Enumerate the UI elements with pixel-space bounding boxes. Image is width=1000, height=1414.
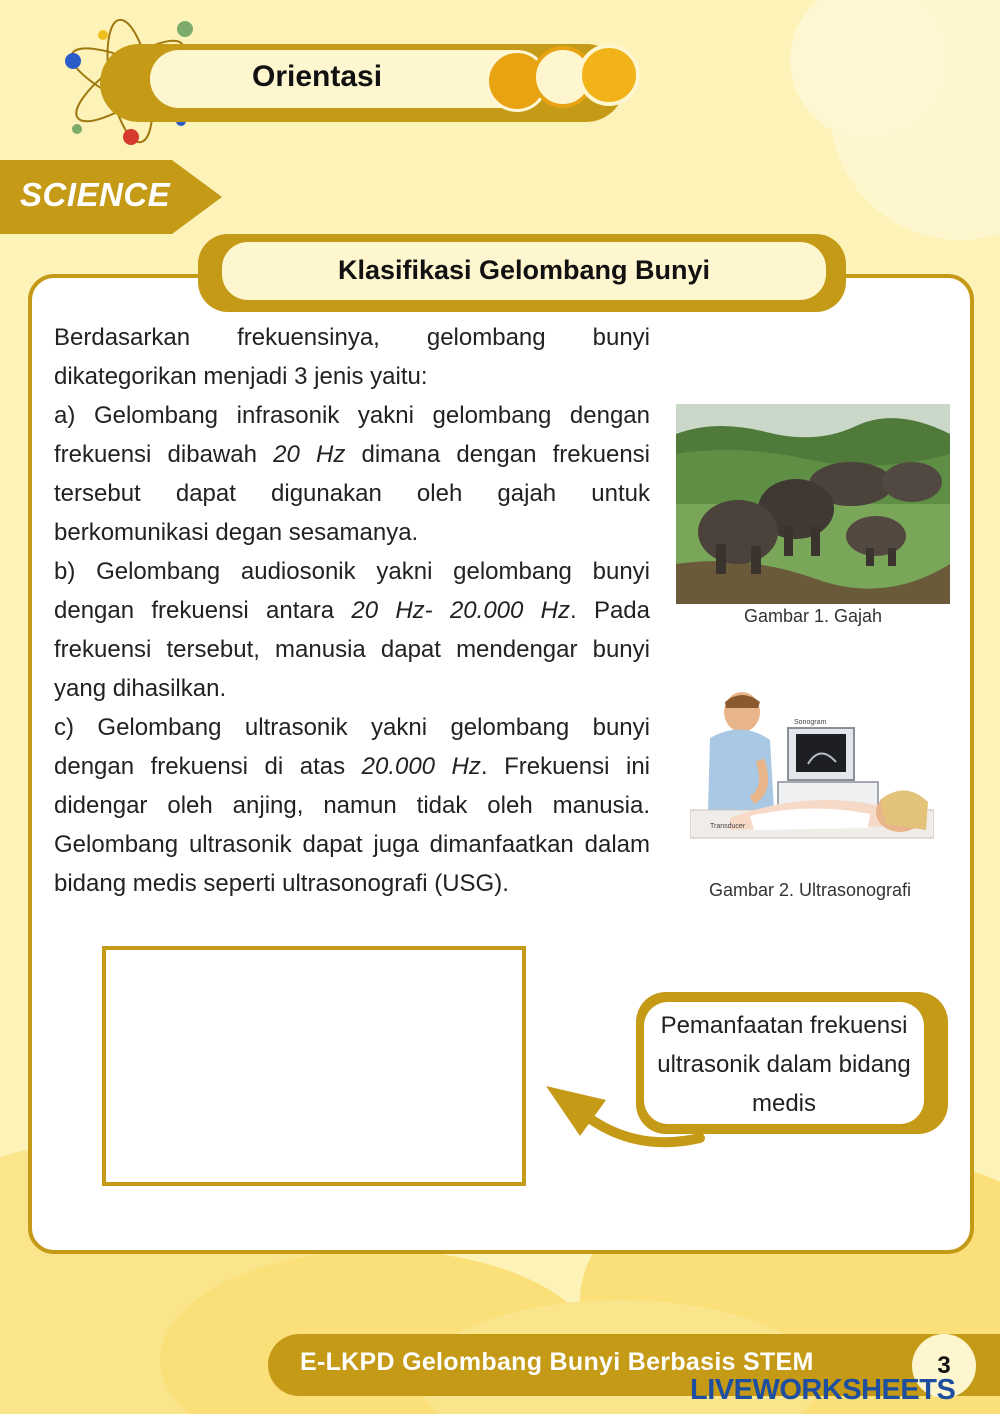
ultrasonography-illustration [690,690,934,870]
item-a: a) Gelombang infrasonik yakni gelombang dengan frekuensi dibawah 20 Hz dimana dengan frekuensi tersebut dapat digunakan oleh gajah untuk berkomunikasi degan sesamanya. [54,402,651,546]
figure2-caption: Gambar 2. Ultrasonografi [708,880,912,900]
figure1-caption: Gambar 1. Gajah [743,606,883,626]
intro-paragraph: Berdasarkan frekuensinya, gelombang bunyi dikategorikan menjadi 3 jenis yaitu: [54,324,650,390]
answer-box[interactable] [102,946,526,1186]
transducer-label: Transducer [710,823,746,830]
callout-text: Pemanfaatan frekuensi ultrasonik dalam bidang medis [657,1012,911,1117]
footer-title: E-LKPD Gelombang Bunyi Berbasis STEM [300,1348,814,1376]
item-b: b) Gelombang audiosonik yakni gelombang bunyi dengan frekuensi antara 20 Hz- 20.000 Hz. Pada frekuensi tersebut, manusia dapat mendengar bunyi yang dihasilkan. [54,558,651,702]
sonogram-label: Sonogram [794,719,827,726]
card-title: Klasifikasi Gelombang Bunyi [337,255,711,285]
elephant-photo [676,404,950,604]
page-number: 3 [937,1352,951,1379]
item-c: c) Gelombang ultrasonik yakni gelombang bunyi dengan frekuensi di atas 20.000 Hz. Frekuensi ini didengar oleh anjing, namun tidak oleh manusia. Gelombang ultrasonik dapat juga dimanfaatkan dalam bidang medis seperti ultrasonografi (USG). [54,714,650,897]
decor-circle [578,44,640,106]
watermark: LIVEWORKSHEETS [690,1374,956,1406]
section-tag: SCIENCE [20,176,171,213]
body-text [54,318,650,903]
header-title: Orientasi [252,60,383,93]
